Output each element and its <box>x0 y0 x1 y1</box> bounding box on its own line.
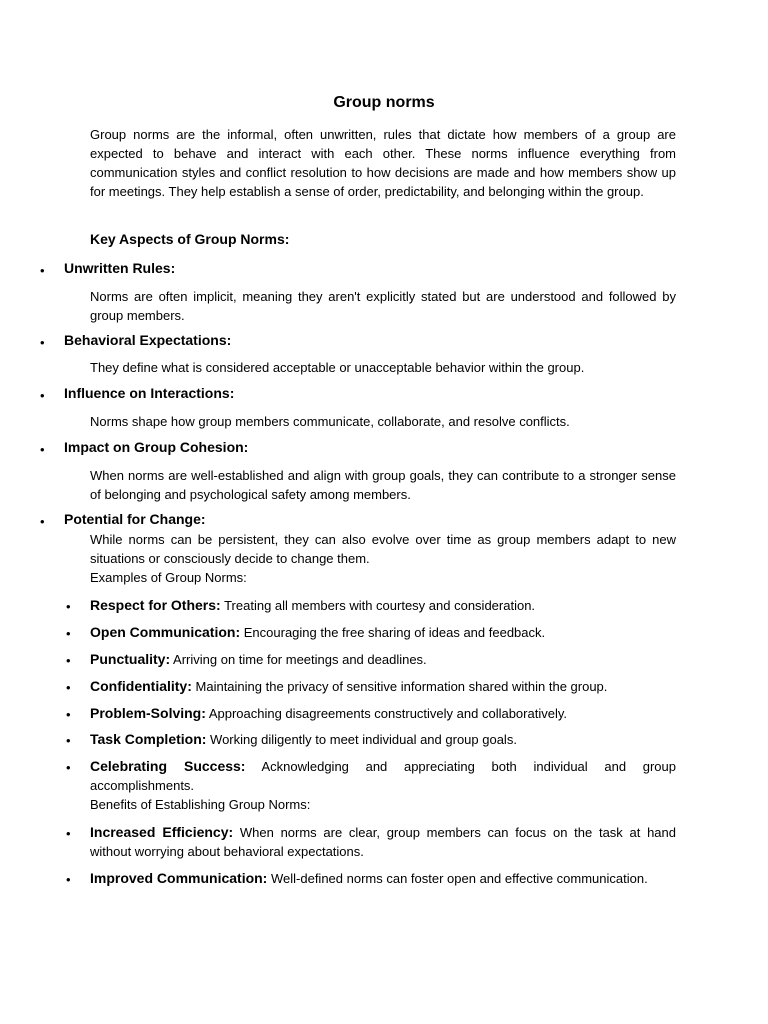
benefit-description: Well-defined norms can foster open and effective communication. <box>270 871 648 886</box>
bullet-icon: • <box>66 707 71 722</box>
example-item <box>90 596 676 615</box>
aspect-description: Norms shape how group members communicate, collaborate, and resolve conflicts. <box>90 414 570 429</box>
bullet-icon: • <box>40 388 45 403</box>
example-title: Celebrating Success: <box>90 758 246 774</box>
example-item <box>90 677 676 696</box>
bullet-icon: • <box>66 760 71 775</box>
example-description: Encouraging the free sharing of ideas and feedback. <box>243 625 546 640</box>
example-item <box>90 704 676 723</box>
example-description: Approaching disagreements constructively and collaboratively. <box>208 706 567 721</box>
aspect-title: Impact on Group Cohesion: <box>64 439 249 455</box>
example-title: Task Completion: <box>90 731 207 747</box>
aspect-description: Norms are often implicit, meaning they aren't explicitly stated but are understood and followed by group members. <box>90 289 676 323</box>
bullet-icon: • <box>66 826 71 841</box>
example-title: Problem-Solving: <box>90 705 206 721</box>
bullet-icon: • <box>40 442 45 457</box>
example-item <box>90 730 676 749</box>
example-title: Confidentiality: <box>90 678 192 694</box>
example-title: Open Communication: <box>90 624 241 640</box>
bullet-icon: • <box>66 626 71 641</box>
benefit-title: Improved Communication: <box>90 870 268 886</box>
examples-heading: Examples of Group Norms: <box>90 570 247 585</box>
aspect-description: While norms can be persistent, they can also evolve over time as group members adapt to new situations or consciously decide to change them. <box>90 532 676 566</box>
example-description: Acknowledging and appreciating both individual and group accomplishments. <box>90 759 676 793</box>
benefit-item <box>90 823 676 861</box>
bullet-icon: • <box>66 653 71 668</box>
bullet-icon: • <box>66 733 71 748</box>
example-title: Respect for Others: <box>90 597 221 613</box>
aspect-description: When norms are well-established and align with group goals, they can contribute to a stronger sense of belonging and psychological safety among members. <box>90 468 676 502</box>
example-title: Punctuality: <box>90 651 171 667</box>
example-item <box>90 650 676 669</box>
example-item <box>90 623 676 642</box>
benefit-title: Increased Efficiency: <box>90 824 234 840</box>
example-item <box>90 757 676 795</box>
intro-paragraph: Group norms are the informal, often unwritten, rules that dictate how members of a group are expected to behave and interact with each other. These norms influence everything from communication styles and conflict resolution to how decisions are made and how members show up for meetings. They help establish a sense of order, predictability, and belonging within the group. <box>90 127 676 199</box>
page-title: Group norms <box>333 94 435 111</box>
aspect-title: Behavioral Expectations: <box>64 332 232 348</box>
bullet-icon: • <box>66 680 71 695</box>
aspect-title: Potential for Change: <box>64 511 206 527</box>
bullet-icon: • <box>40 335 45 350</box>
aspect-title: Influence on Interactions: <box>64 385 235 401</box>
bullet-icon: • <box>40 514 45 529</box>
bullet-icon: • <box>66 599 71 614</box>
aspect-title: Unwritten Rules: <box>64 260 176 276</box>
example-description: Arriving on time for meetings and deadlines. <box>173 652 427 667</box>
bullet-icon: • <box>40 263 45 278</box>
benefit-item <box>90 869 676 888</box>
bullet-icon: • <box>66 872 71 887</box>
example-description: Treating all members with courtesy and consideration. <box>224 598 536 613</box>
benefits-heading: Benefits of Establishing Group Norms: <box>90 797 311 812</box>
example-description: Working diligently to meet individual and group goals. <box>210 732 517 747</box>
example-description: Maintaining the privacy of sensitive information shared within the group. <box>195 679 608 694</box>
key-aspects-heading: Key Aspects of Group Norms: <box>90 231 290 247</box>
aspect-description: They define what is considered acceptable or unacceptable behavior within the group. <box>90 360 585 375</box>
benefit-description: When norms are clear, group members can focus on the task at hand without worrying about behavioral expectations. <box>90 825 676 859</box>
